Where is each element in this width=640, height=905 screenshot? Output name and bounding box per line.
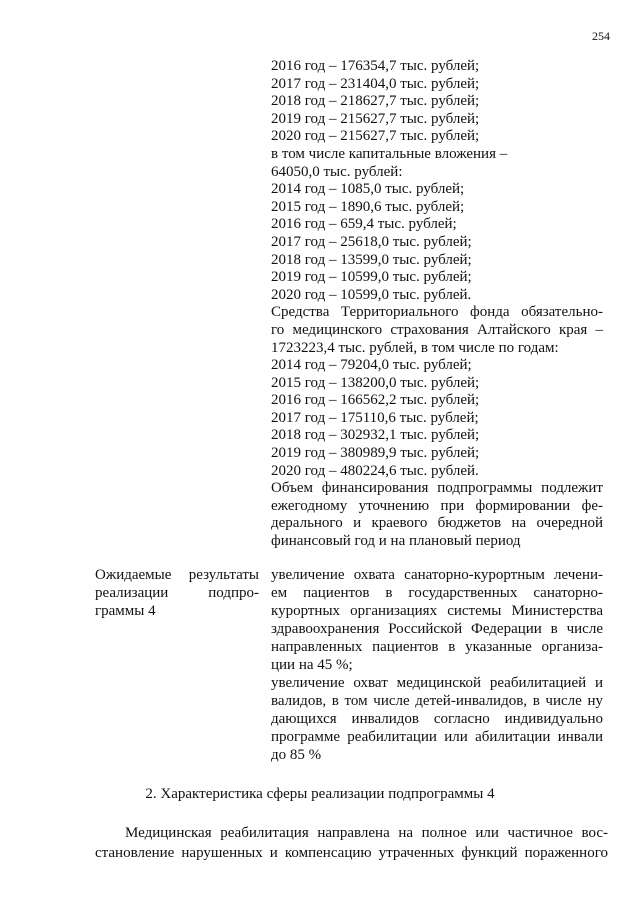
financing-line: 2017 год – 231404,0 тыс. рублей; — [271, 75, 480, 92]
financing-line: 2017 год – 175110,6 тыс. рублей; — [271, 409, 479, 426]
results-line: дающихся инвалидов согласно индивидуально — [271, 711, 603, 727]
tfoms-line: Средства Территориального фонда обязательно- — [271, 304, 603, 321]
financing-line: 2018 год – 302932,1 тыс. рублей; — [271, 427, 480, 444]
financing-line: 2017 год – 25618,0 тыс. рублей; — [271, 233, 472, 250]
financing-line: 2019 год – 215627,7 тыс. рублей; — [271, 110, 480, 127]
results-line: до 85 % — [271, 747, 322, 763]
results-line: ем пациентов в государственных санаторно- — [271, 585, 603, 601]
results-line: здравоохранения Российской Федерации в числе — [271, 621, 603, 637]
body-line: Медицинская реабилитация направлена на полное или частичное вос- — [125, 825, 608, 841]
section-heading: 2. Характеристика сферы реализации подпрограммы 4 — [145, 786, 495, 802]
results-label-line: реализации подпро- — [95, 585, 259, 601]
volume-line: финансовый год и на плановый период — [271, 533, 521, 550]
financing-line: 2016 год – 176354,7 тыс. рублей; — [271, 58, 480, 74]
financing-line: 2019 год – 380989,9 тыс. рублей; — [271, 445, 480, 462]
volume-line: ежегодному уточнению при формировании фе- — [271, 497, 603, 514]
results-line: программе реабилитации или абилитации инвали — [271, 729, 603, 745]
results-text — [271, 566, 603, 764]
results-label-line: Ожидаемые результаты — [95, 567, 259, 583]
results-line: курортных организациях системы Министерства — [271, 603, 603, 619]
financing-line: 2020 год – 215627,7 тыс. рублей; — [271, 128, 480, 145]
financing-line: 2016 год – 166562,2 тыс. рублей; — [271, 392, 480, 409]
volume-line: Объем финансирования подпрограммы подлежит — [271, 480, 603, 497]
body-line: становление нарушенных и компенсацию утраченных функций пораженного — [95, 845, 608, 861]
tfoms-total: 1723223,4 тыс. рублей, в том числе по годам: — [271, 339, 559, 356]
tfoms-line: го медицинского страхования Алтайского края – — [271, 321, 603, 338]
financing-line: 2014 год – 79204,0 тыс. рублей; — [271, 357, 472, 374]
financing-line: 2019 год – 10599,0 тыс. рублей; — [271, 269, 472, 286]
results-label-line: граммы 4 — [95, 603, 156, 619]
financing-line: в том числе капитальные вложения – — [271, 145, 508, 162]
body-paragraph — [95, 823, 608, 863]
financing-line: 2018 год – 218627,7 тыс. рублей; — [271, 93, 480, 110]
results-line: направленных пациентов в указанные организа- — [271, 639, 603, 655]
results-line: ции на 45 %; — [271, 657, 353, 673]
financing-block — [271, 58, 603, 551]
financing-line: 2020 год – 10599,0 тыс. рублей. — [271, 286, 472, 303]
results-line: валидов, в том числе детей-инвалидов, в числе ну — [271, 693, 603, 709]
financing-line: 2020 год – 480224,6 тыс. рублей. — [271, 462, 479, 479]
financing-line: 2014 год – 1085,0 тыс. рублей; — [271, 181, 465, 198]
financing-line: 2015 год – 138200,0 тыс. рублей; — [271, 374, 480, 391]
financing-line: 2015 год – 1890,6 тыс. рублей; — [271, 198, 465, 215]
results-label — [95, 566, 259, 620]
volume-line: дерального и краевого бюджетов на очередной — [271, 515, 603, 532]
financing-line: 2018 год – 13599,0 тыс. рублей; — [271, 251, 472, 268]
results-line: увеличение охват медицинской реабилитацией и — [271, 675, 603, 691]
results-line: увеличение охвата санаторно-курортным лечени- — [271, 567, 603, 583]
page-number: 254 — [592, 29, 610, 43]
financing-line: 2016 год – 659,4 тыс. рублей; — [271, 216, 457, 233]
financing-line: 64050,0 тыс. рублей: — [271, 163, 403, 180]
